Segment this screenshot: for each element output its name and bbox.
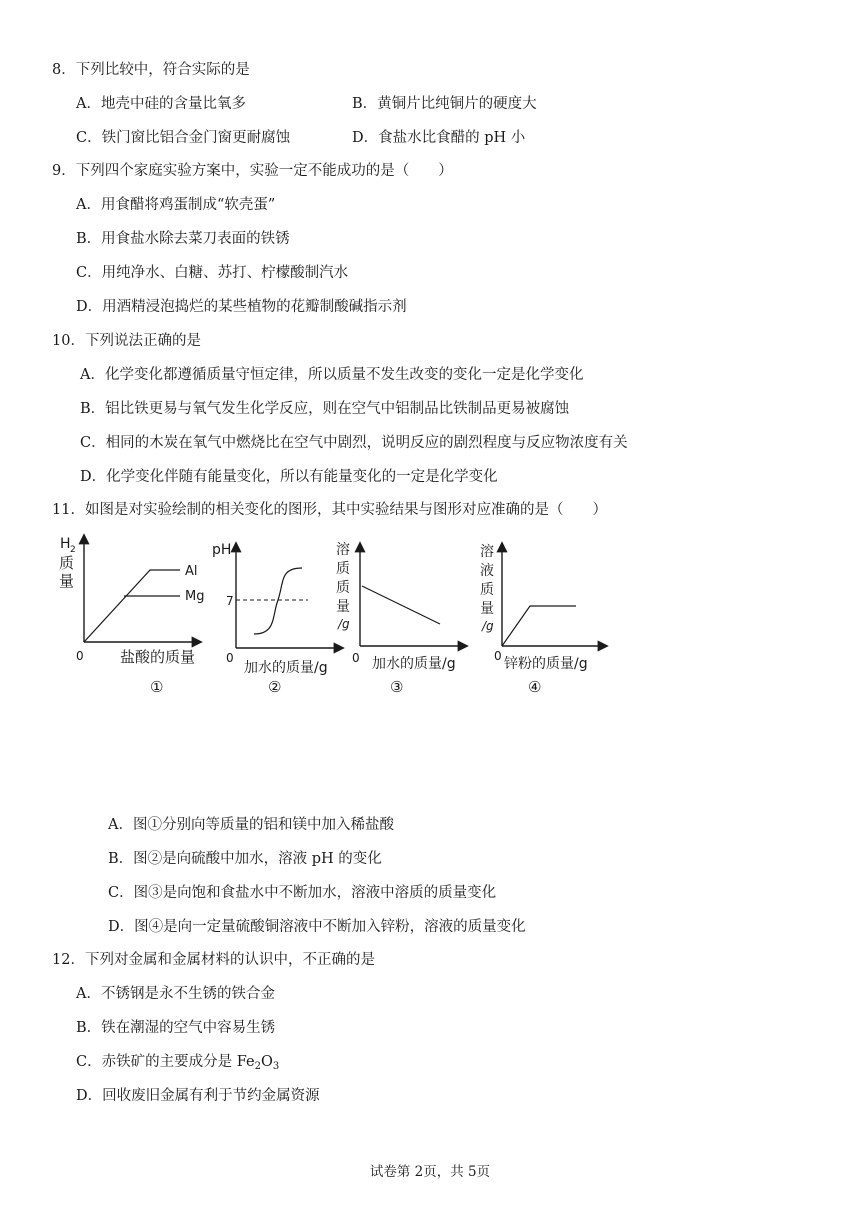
fig2-curve — [254, 568, 302, 634]
q10-option-b: B．铝比铁更易与氧气发生化学反应，则在空气中铝制品比铁制品更易被腐蚀 — [80, 401, 570, 417]
fig4-ylabel-4: 量 — [480, 601, 494, 617]
fig1-ylabel-1: 质 — [59, 554, 75, 572]
q12-option-c-text: C．赤铁矿的主要成分是 Fe — [76, 1054, 255, 1070]
q12-option-b: B．铁在潮湿的空气中容易生锈 — [76, 1020, 276, 1036]
figure-3 — [336, 541, 466, 696]
fig1-origin: 0 — [76, 649, 84, 663]
q12-option-c-sub2: 3 — [272, 1061, 280, 1072]
fig4-caption: ④ — [528, 678, 542, 696]
fig3-ylabel-1: 溶 — [336, 542, 350, 558]
fig3-ylabel-4: 量 — [336, 599, 350, 615]
q11-option-c: C．图③是向饱和食盐水中不断加水，溶液中溶质的质量变化 — [108, 885, 497, 901]
fig1-xlabel: 盐酸的质量 — [120, 648, 196, 666]
q11-option-b: B．图②是向硫酸中加水，溶液 pH 的变化 — [108, 851, 382, 867]
fig4-ylabel-3: 质 — [480, 582, 494, 598]
figure-4 — [480, 543, 606, 696]
fig1-al-line — [84, 570, 180, 642]
fig1-ylabel-sub: 2 — [70, 545, 76, 555]
q8-option-d: D．食盐水比食醋的 pH 小 — [352, 130, 526, 146]
q11-stem: 11．如图是对实验绘制的相关变化的图形，其中实验结果与图形对应准确的是（ ） — [52, 502, 607, 518]
fig1-series-al: Al — [185, 564, 198, 579]
fig1-caption: ① — [150, 678, 164, 696]
fig3-caption: ③ — [390, 678, 404, 696]
fig2-ylabel: pH — [212, 542, 232, 558]
q9-option-a: A．用食醋将鸡蛋制成“软壳蛋” — [76, 197, 276, 213]
q11-option-a: A．图①分别向等质量的铝和镁中加入稀盐酸 — [108, 817, 394, 833]
fig4-xlabel: 锌粉的质量/g — [504, 656, 588, 672]
q8-option-b: B．黄铜片比纯铜片的硬度大 — [352, 96, 537, 112]
q8-option-c: C．铁门窗比铝合金门窗更耐腐蚀 — [76, 130, 291, 146]
fig1-ylabel-h: H — [60, 536, 71, 552]
q10-option-d: D．化学变化伴随有能量变化，所以有能量变化的一定是化学变化 — [80, 469, 498, 485]
fig2-origin: 0 — [226, 651, 234, 665]
figure-1 — [59, 536, 204, 696]
fig4-ylabel-1: 溶 — [480, 544, 494, 560]
q9-option-c: C．用纯净水、白糖、苏打、柠檬酸制汽水 — [76, 265, 349, 281]
fig4-line — [502, 606, 576, 646]
fig3-ylabel-3: 质 — [336, 580, 350, 596]
q9-stem: 9．下列四个家庭实验方案中，实验一定不能成功的是（ ） — [52, 163, 453, 179]
page-footer: 试卷第 2页，共 5页 — [369, 1164, 491, 1180]
q10-stem: 10．下列说法正确的是 — [52, 333, 201, 349]
fig4-origin: 0 — [494, 649, 502, 663]
fig4-ylabel-unit: /g — [482, 619, 494, 633]
fig3-line — [362, 586, 440, 624]
fig3-ylabel-2: 质 — [336, 561, 350, 577]
q9-option-b: B．用食盐水除去菜刀表面的铁锈 — [76, 231, 290, 247]
q11-option-d: D．图④是向一定量硫酸铜溶液中不断加入锌粉，溶液的质量变化 — [108, 919, 526, 935]
q12-option-c-o: O — [260, 1054, 273, 1070]
q10-option-c: C．相同的木炭在氧气中燃烧比在空气中剧烈，说明反应的剧烈程度与反应物浓度有关 — [80, 435, 628, 451]
q8-stem: 8．下列比较中，符合实际的是 — [52, 62, 250, 78]
fig4-ylabel-2: 液 — [480, 563, 494, 579]
q12-stem: 12．下列对金属和金属材料的认识中，不正确的是 — [52, 952, 375, 968]
q9-option-d: D．用酒精浸泡捣烂的某些植物的花瓣制酸碱指示剂 — [76, 299, 407, 315]
q12-option-a: A．不锈钢是永不生锈的铁合金 — [76, 986, 275, 1002]
figure-2 — [212, 542, 342, 696]
q12-option-c-sub1: 2 — [254, 1061, 261, 1072]
fig3-xlabel: 加水的质量/g — [372, 656, 456, 672]
q12-option-c — [76, 1053, 279, 1073]
q12-option-d: D．回收废旧金属有利于节约金属资源 — [76, 1088, 320, 1104]
q8-option-a: A．地壳中硅的含量比氧多 — [76, 96, 246, 112]
fig2-xlabel: 加水的质量/g — [244, 660, 328, 676]
fig1-series-mg: Mg — [185, 589, 205, 604]
fig2-tick-7: 7 — [226, 594, 234, 608]
q11-figures — [40, 530, 680, 700]
fig1-ylabel-2: 量 — [59, 572, 75, 590]
fig2-caption: ② — [268, 678, 282, 696]
fig3-ylabel-unit: /g — [338, 617, 350, 631]
fig3-origin: 0 — [352, 651, 360, 665]
q10-option-a: A．化学变化都遵循质量守恒定律，所以质量不发生改变的变化一定是化学变化 — [80, 367, 584, 383]
